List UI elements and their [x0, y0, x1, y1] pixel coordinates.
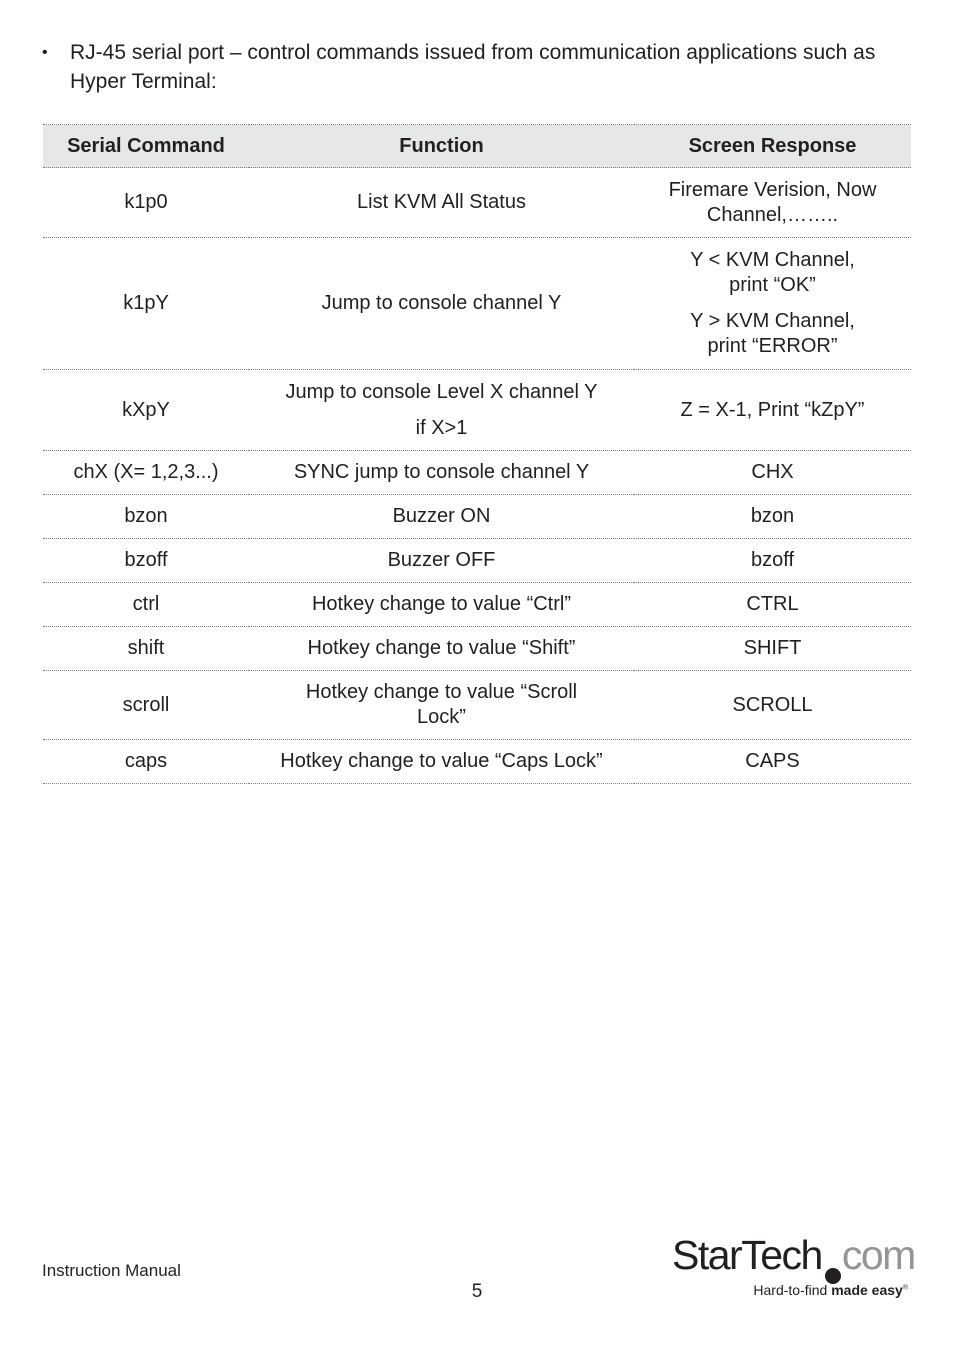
- cell-command: ctrl: [43, 583, 249, 627]
- response-line: Z = X-1, Print “kZpY”: [680, 398, 865, 421]
- cell-response: [634, 740, 911, 784]
- header-serial-command: Serial Command: [43, 125, 249, 168]
- function-line: Buzzer ON: [392, 505, 491, 527]
- cell-function: [249, 168, 634, 238]
- function-line: Jump to console Level X channel Y: [285, 380, 598, 403]
- cell-command: bzoff: [43, 539, 249, 583]
- table-row: [43, 539, 911, 583]
- cell-response: [634, 671, 911, 740]
- table-row: [43, 671, 911, 740]
- response-line: Y < KVM Channel, print “OK”: [690, 249, 855, 296]
- table-header-row: [43, 125, 911, 168]
- cell-command: scroll: [43, 671, 249, 740]
- response-line: Y > KVM Channel, print “ERROR”: [690, 310, 855, 357]
- table-row: [43, 583, 911, 627]
- intro-bullet: [42, 38, 922, 96]
- response-line: Firemare Verision, Now Channel,……..: [668, 178, 877, 226]
- cell-command: bzon: [43, 495, 249, 539]
- function-line: SYNC jump to console channel Y: [293, 461, 590, 483]
- cell-command: caps: [43, 740, 249, 784]
- footer-manual-label: Instruction Manual: [42, 1261, 181, 1280]
- cell-response: [634, 370, 911, 451]
- logo-tagline: [753, 1282, 908, 1298]
- header-function: Function: [249, 125, 634, 168]
- cell-function: [249, 539, 634, 583]
- cell-response: [634, 495, 911, 539]
- table-row: [43, 168, 911, 238]
- response-line: SHIFT: [743, 637, 802, 659]
- cell-function: [249, 671, 634, 740]
- cell-command: kXpY: [43, 370, 249, 451]
- cell-response: [634, 168, 911, 238]
- cell-command: shift: [43, 627, 249, 671]
- cell-response: [634, 627, 911, 671]
- page-number: 5: [471, 1281, 483, 1302]
- function-line: Jump to console channel Y: [321, 292, 562, 314]
- response-line: CTRL: [746, 593, 799, 615]
- table-row: [43, 451, 911, 495]
- startech-logo: [672, 1232, 915, 1307]
- serial-command-table: [43, 124, 911, 784]
- response-line: bzoff: [751, 549, 794, 571]
- cell-function: [249, 740, 634, 784]
- cell-function: [249, 583, 634, 627]
- cell-response: [634, 451, 911, 495]
- function-line: Buzzer OFF: [387, 549, 496, 571]
- cell-response: [634, 583, 911, 627]
- function-line: Hotkey change to value “Shift”: [307, 637, 576, 659]
- cell-function: [249, 495, 634, 539]
- response-line: SCROLL: [732, 693, 813, 716]
- table-row: [43, 627, 911, 671]
- cell-command: k1pY: [43, 238, 249, 370]
- response-line: bzon: [750, 505, 795, 527]
- response-line: CHX: [751, 461, 794, 483]
- intro-text: RJ-45 serial port – control commands issued from communication applications such as Hyper Terminal:: [70, 41, 876, 93]
- cell-command: chX (X= 1,2,3...): [43, 451, 249, 495]
- function-line: Hotkey change to value “Caps Lock”: [280, 750, 603, 772]
- function-line: Hotkey change to value “Scroll Lock”: [305, 681, 578, 728]
- table-row: [43, 740, 911, 784]
- function-line: if X>1: [415, 416, 468, 439]
- cell-function: [249, 238, 634, 370]
- cell-response: [634, 539, 911, 583]
- table-row: [43, 238, 911, 370]
- cell-function: [249, 451, 634, 495]
- tagline-bold: made easy: [831, 1282, 903, 1298]
- logo-word-main: StarTech: [672, 1232, 822, 1278]
- cell-function: [249, 627, 634, 671]
- cell-command: k1p0: [43, 168, 249, 238]
- cell-response: [634, 238, 911, 370]
- header-screen-response: Screen Response: [634, 125, 911, 168]
- table-row: [43, 495, 911, 539]
- table-row: [43, 370, 911, 451]
- tagline-mark: ®: [902, 1284, 908, 1292]
- bullet-mark: •: [42, 44, 48, 61]
- function-line: Hotkey change to value “Ctrl”: [311, 593, 571, 615]
- tagline-light: Hard-to-find: [753, 1282, 828, 1298]
- function-line: List KVM All Status: [357, 191, 526, 213]
- response-line: CAPS: [745, 750, 800, 772]
- cell-function: [249, 370, 634, 451]
- logo-word-suffix: com: [841, 1232, 915, 1278]
- logo-wordmark: [672, 1232, 915, 1284]
